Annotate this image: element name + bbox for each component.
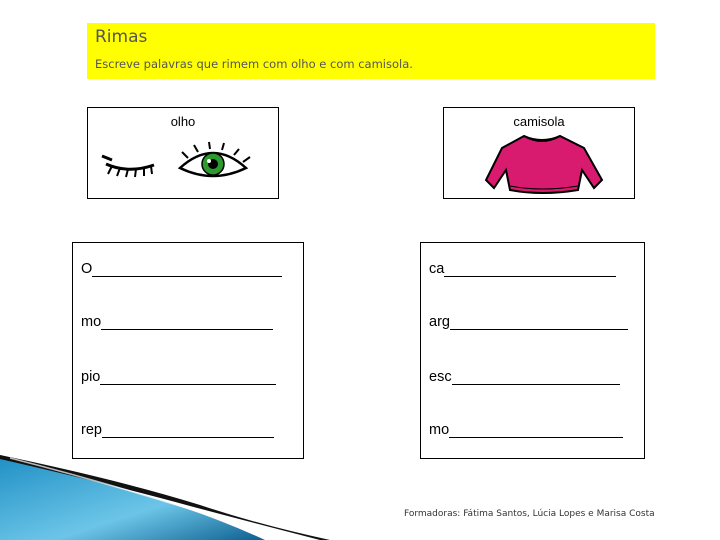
answer-blank[interactable] <box>100 372 276 385</box>
word-stem: mo <box>429 422 450 438</box>
word-stem: arg <box>429 314 450 330</box>
rhyme-line[interactable] <box>429 261 616 277</box>
picture-caption-camisola: camisola <box>513 114 565 129</box>
rhyme-line[interactable] <box>429 422 623 438</box>
instruction-text: Escreve palavras que rimem com olho e com camisola. <box>95 57 413 71</box>
word-stem: esc <box>429 369 452 385</box>
picture-caption-olho: olho <box>170 114 196 129</box>
page-title: Rimas <box>95 27 148 47</box>
answer-blank[interactable] <box>92 264 282 277</box>
title-banner <box>87 23 655 79</box>
rhyme-line[interactable] <box>81 261 282 277</box>
picture-box-olho <box>87 107 279 199</box>
word-stem: pio <box>81 369 101 385</box>
answer-blank[interactable] <box>444 264 616 277</box>
rhyme-line[interactable] <box>81 369 276 385</box>
rhyme-box-olho <box>72 242 304 459</box>
answer-blank[interactable] <box>101 317 273 330</box>
word-stem: ca <box>429 261 445 277</box>
word-stem: rep <box>81 422 102 438</box>
answer-blank[interactable] <box>452 372 620 385</box>
rhyme-box-camisola <box>420 242 645 459</box>
answer-blank[interactable] <box>450 317 628 330</box>
answer-blank[interactable] <box>449 425 623 438</box>
rhyme-line[interactable] <box>429 314 628 330</box>
answer-blank[interactable] <box>102 425 274 438</box>
word-stem: mo <box>81 314 102 330</box>
eye-icon <box>88 108 278 198</box>
word-stem: O <box>81 261 93 277</box>
picture-box-camisola <box>443 107 635 199</box>
sweater-icon <box>444 108 634 198</box>
decorative-swoosh <box>0 450 330 540</box>
rhyme-line[interactable] <box>81 422 274 438</box>
footer-credits: Formadoras: Fátima Santos, Lúcia Lopes e Marisa Costa <box>404 509 655 519</box>
rhyme-line[interactable] <box>81 314 273 330</box>
rhyme-line[interactable] <box>429 369 620 385</box>
